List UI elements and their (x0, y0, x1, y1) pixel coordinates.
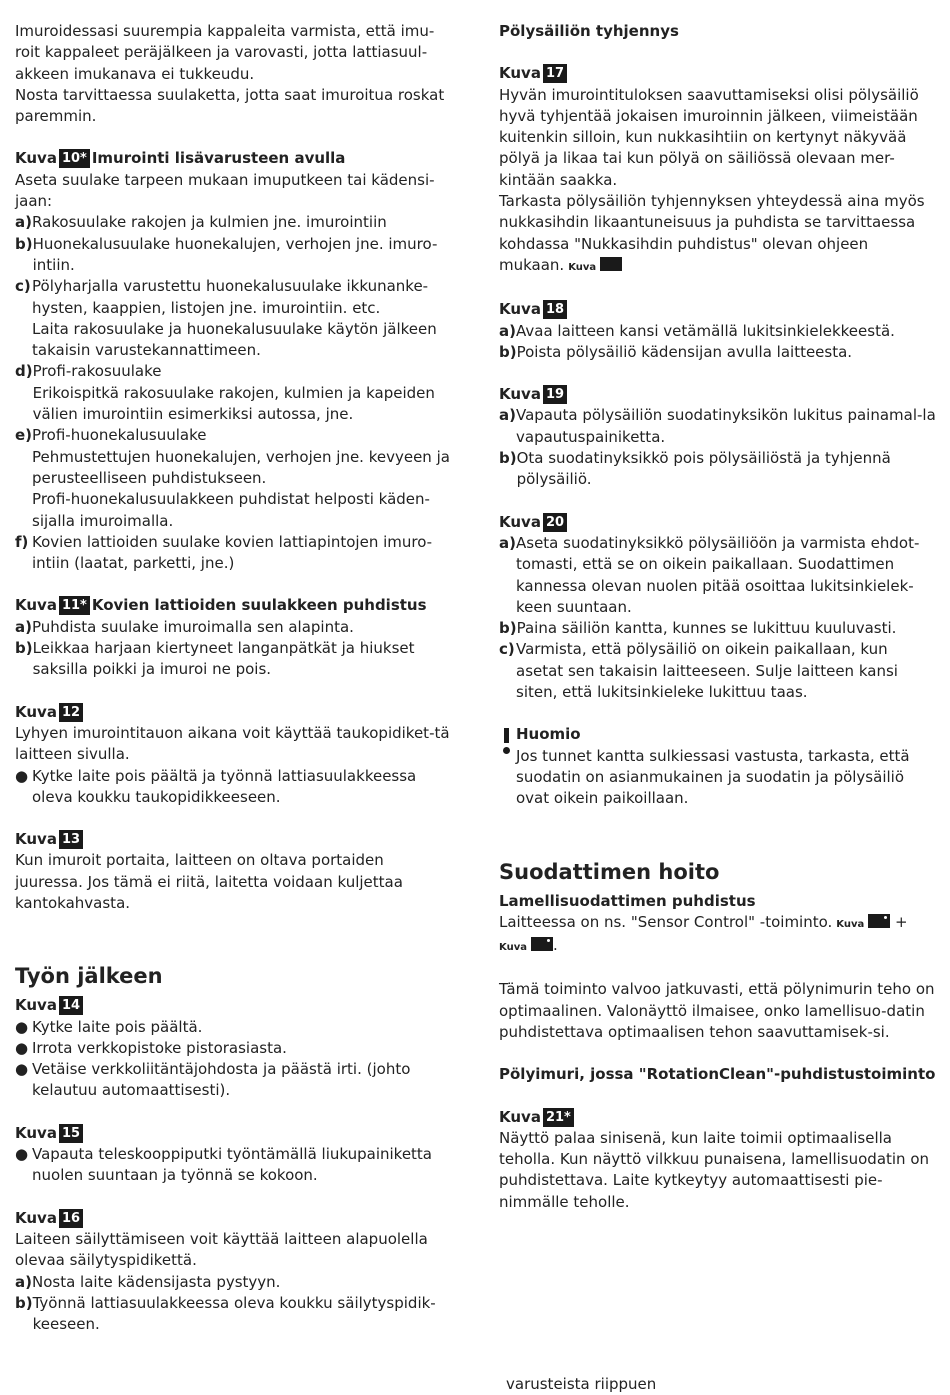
section-kuva-15 (15, 1123, 455, 1187)
list-marker: ● (15, 1038, 29, 1057)
list-marker: c) (15, 277, 31, 296)
figure-heading: Kuva 15 (15, 1123, 455, 1144)
list-item-text (32, 532, 455, 575)
figure-number-box: 17 (543, 64, 567, 83)
list-item-line: Avaa laitteen kansi vetämällä lukitsinkielekkeestä. (516, 321, 895, 340)
section-kuva-12 (15, 702, 455, 808)
list-item (499, 533, 939, 618)
paragraph: Kun imuroit portaita, laitteen on oltava portaiden juuressa. Jos tämä ei riitä, laitetta voidaan kuljettaa kantokahvasta. (15, 851, 403, 912)
list-item-line: Profi-huonekalusuulakkeen puhdistat helposti käden-sijalla imuroimalla. (32, 490, 430, 530)
bullet-item (15, 1017, 455, 1038)
list-marker: a) (15, 213, 32, 232)
list-item-text (32, 1059, 455, 1102)
figure-ref-label: Kuva (568, 261, 597, 273)
figure-number-box: 15 (59, 1124, 83, 1143)
bullet-item (15, 1038, 455, 1059)
bullet-list (15, 766, 455, 809)
list-marker: b) (15, 234, 33, 253)
section-kuva-18 (499, 299, 939, 363)
list-item-line: Erikoispitkä rakosuulake rakojen, kulmien ja kapeiden välien imurointiin esimerkiksi autossa, jne. (32, 383, 435, 424)
figure-number-box: 14 (59, 996, 83, 1015)
paragraph: Tarkasta pölysäiliön tyhjennyksen yhteydessä aina myös nukkasihdin likaantuneisuus ja puhdista se tarvittaessa kohdassa "Nukkasihdin puhdistus" olevan ohjeen mukaan. Kuva (499, 192, 925, 274)
paragraph: Laiteen säilyttämiseen voit käyttää laitteen alapuolella olevaa säilytyspidikettä. (15, 1229, 428, 1270)
list-item-line: Ota suodatinyksikkö pois pölysäiliöstä ja tyhjennä pölysäiliö. (516, 449, 891, 489)
paragraph: Aseta suulake tarpeen mukaan imuputkeen tai kädensi-jaan: (15, 170, 435, 211)
figure-ref-label: Kuva (836, 918, 865, 930)
list-item-text (517, 618, 939, 639)
section-title-filter-care: Suodattimen hoito (499, 859, 720, 884)
figure-heading: Kuva 13 (15, 829, 455, 850)
step-list (15, 212, 455, 574)
list-item-line: Varmista, että pölysäiliö on oikein paikallaan, kun asetat sen takaisin laitteeseen. Sulje laitteen kansi siten, että lukitsinkieleke lukittuu taas. (516, 640, 898, 702)
section-kuva-21 (499, 1107, 939, 1213)
section-kuva-13 (15, 829, 455, 914)
figure-title: Imurointi lisävarusteen avulla (91, 149, 346, 168)
list-item-line: Laita rakosuulake ja huonekalusuulake käytön jälkeen takaisin varustekannattimeen. (32, 319, 437, 360)
list-item-text (32, 212, 455, 233)
figure-ref-box (868, 914, 890, 928)
right-column (499, 21, 939, 1213)
figure-heading: Kuva 19 (499, 384, 939, 405)
figure-number-box: 21* (543, 1108, 574, 1127)
list-item (499, 639, 939, 703)
paragraph: Hyvän imurointituloksen saavuttamiseksi olisi pölysäiliö hyvä tyhjentää jokaisen imuroinnin jälkeen, viimeistään kuitenkin silloin, kun nukkasihtiin on kertynyt näkyvää pölyä ja likaa tai kun pölyä on säiliössä olevaan mer-kintään saakka. (499, 85, 919, 189)
list-item-text (516, 321, 939, 342)
list-item-line: Pehmustettujen huonekalujen, verhojen jne. kevyeen ja perusteelliseen puhdistukseen. (32, 447, 450, 487)
list-item (499, 448, 939, 491)
list-item (15, 1272, 455, 1293)
figure-title: Kovien lattioiden suulakkeen puhdistus (91, 596, 427, 615)
list-item-text (32, 1272, 455, 1293)
list-item (15, 638, 455, 681)
list-item-line: Vapauta teleskooppiputki työntämällä liukupainiketta nuolen suuntaan ja työnnä se kokoon. (32, 1145, 432, 1185)
list-item-text (32, 1144, 455, 1187)
figure-number-box: 19 (543, 385, 567, 404)
figure-number-box: 18 (543, 300, 567, 319)
list-item-line: Puhdista suulake imuroimalla sen alapinta. (32, 617, 354, 636)
figure-heading: Kuva 18 (499, 299, 939, 320)
paragraph: Tämä toiminto valvoo jatkuvasti, että pölynimurin teho on optimaalinen. Valonäyttö ilmaisee, onko lamellisuo-datin puhdistettava optimaalisen tehon saavuttamisek-si. (499, 980, 935, 1041)
warning-note (499, 724, 939, 809)
warning-text: Jos tunnet kantta sulkiessasi vastusta, tarkasta, että suodatin on asianmukainen ja suodatin ja pölysäiliö ovat oikein paikoillaan. (516, 746, 910, 808)
left-column (15, 21, 455, 1335)
subheading-lamella-cleaning: Lamellisuodattimen puhdistus (499, 891, 756, 910)
list-item (499, 342, 939, 363)
figure-number-box: 10* (59, 149, 90, 168)
list-item-text (516, 405, 939, 448)
list-item-text (516, 639, 939, 703)
bullet-item (15, 1144, 455, 1187)
section-kuva-17 (499, 63, 939, 278)
subheading-rotation-clean: Pölyimuri, jossa "RotationClean"-puhdistustoiminto (499, 1065, 936, 1084)
list-marker: a) (499, 321, 516, 340)
figure-number-box: 12 (59, 703, 83, 722)
figure-heading: Kuva 14 (15, 995, 455, 1016)
list-item-line: Rakosuulake rakojen ja kulmien jne. imurointiin (32, 213, 387, 232)
list-item-text (33, 361, 455, 425)
figure-heading: Kuva 17 (499, 63, 939, 84)
step-list (499, 533, 939, 703)
list-marker: f) (15, 532, 29, 551)
paragraph: Lyhyen imurointitauon aikana voit käyttää taukopidiket-tä laitteen sivulla. (15, 723, 450, 764)
figure-heading: Kuva 20 (499, 512, 939, 533)
list-marker: d) (15, 362, 33, 381)
step-list (15, 1272, 455, 1336)
figure-heading: Kuva 11* Kovien lattioiden suulakkeen puhdistus (15, 596, 427, 615)
figure-ref-label: Kuva (499, 942, 527, 954)
list-item-line: Työnnä lattiasuulakkeessa oleva koukku säilytyspidik-keeseen. (32, 1293, 436, 1334)
section-kuva-19 (499, 384, 939, 490)
step-list (499, 405, 939, 490)
list-item-line: Vetäise verkkoliitäntäjohdosta ja päästä irti. (johto kelautuu automaattisesti). (32, 1060, 411, 1100)
paragraph: Laitteessa on ns. "Sensor Control" -toiminto. Kuva + Kuva . (499, 912, 908, 955)
figure-heading: Kuva 12 (15, 702, 455, 723)
list-item-line: Poista pölysäiliö kädensijan avulla laitteesta. (516, 342, 853, 361)
list-item (499, 618, 939, 639)
list-item-text (32, 617, 455, 638)
list-marker: b) (499, 342, 517, 361)
list-marker: e) (15, 426, 33, 445)
list-marker: b) (15, 639, 33, 658)
section-kuva-20 (499, 512, 939, 704)
list-item (15, 617, 455, 638)
figure-number-box: 11* (59, 596, 90, 615)
intro-paragraph-2: Nosta tarvittaessa suulaketta, jotta saat imuroitua roskat paremmin. (15, 85, 445, 126)
figure-number-box: 13 (59, 830, 83, 849)
subheading-dust-container: Pölysäiliön tyhjennys (499, 22, 679, 40)
bullet-list (15, 1017, 455, 1102)
list-item-text (32, 276, 455, 361)
list-marker: b) (499, 619, 517, 638)
list-item (15, 425, 455, 531)
list-item-text (32, 766, 455, 809)
list-item-line: Vapauta pölysäiliön suodatinyksikön lukitus painamal-la vapautuspainiketta. (516, 406, 936, 446)
list-item (499, 405, 939, 448)
list-marker: a) (499, 406, 516, 425)
figure-number-box: 20 (543, 513, 567, 532)
section-kuva-14 (15, 995, 455, 1101)
list-item-text (33, 638, 455, 681)
step-list (499, 321, 939, 364)
list-item-text (516, 533, 939, 618)
bullet-item (15, 766, 455, 809)
list-item-line: Paina säiliön kantta, kunnes se lukittuu kuuluvasti. (516, 619, 897, 638)
list-item (15, 361, 455, 425)
footer-note: varusteista riippuen (506, 1375, 657, 1393)
intro-paragraph-1: Imuroidessasi suurempia kappaleita varmista, että imu-roit kappaleet peräjälkeen ja varovasti, jotta lattiasuul-akkeen imukanava ei tukkeudu. (15, 22, 435, 83)
list-marker: ● (15, 1145, 29, 1164)
list-marker: a) (499, 533, 516, 552)
list-item-line: Kytke laite pois päältä ja työnnä lattiasuulakkeessa oleva koukku taukopidikkeeseen. (32, 766, 417, 806)
list-item (499, 321, 939, 342)
figure-heading: Kuva 21* (499, 1107, 939, 1128)
list-marker: ● (15, 766, 29, 785)
bullet-list (15, 1144, 455, 1187)
list-marker: ● (15, 1017, 29, 1036)
list-marker: a) (15, 1272, 32, 1291)
paragraph: Näyttö palaa sinisenä, kun laite toimii optimaalisella teholla. Kun näyttö vilkkuu punaisena, lamellisuodatin on puhdistettava. Laite kytkeytyy automaattisesti pie-nimmälle teholle. (499, 1128, 930, 1211)
section-kuva-10 (15, 148, 455, 574)
bullet-item (15, 1059, 455, 1102)
list-item-line: Nosta laite kädensijasta pystyyn. (32, 1272, 281, 1291)
list-marker: b) (15, 1293, 33, 1312)
list-item-line: Leikkaa harjaan kiertyneet langanpätkät ja hiukset saksilla poikki ja imuroi ne pois. (32, 639, 415, 679)
list-item-line: Kovien lattioiden suulake kovien lattiapintojen imuro-intiin (laatat, parketti, jne.) (32, 532, 433, 573)
list-item-line: Profi-huonekalusuulake (32, 426, 207, 445)
list-item-line: Irrota verkkopistoke pistorasiasta. (32, 1038, 287, 1057)
figure-heading: Kuva 10* Imurointi lisävarusteen avulla (15, 149, 346, 168)
list-item-text (33, 234, 455, 277)
figure-ref-box (600, 257, 622, 271)
section-title-after-work: Työn jälkeen (15, 964, 163, 989)
section-kuva-16 (15, 1208, 455, 1336)
list-item-line: Aseta suodatinyksikkö pölysäiliöön ja varmista ehdot-tomasti, että se on oikein paikallaan. Suodattimen kannessa olevan nuolen pitää osoittaa lukitsinkielek-keen suuntaan. (516, 533, 920, 616)
list-item-text (32, 425, 455, 531)
figure-heading: Kuva 16 (15, 1208, 455, 1229)
list-item-line: Profi-rakosuulake (32, 362, 162, 381)
list-item-text (32, 1038, 455, 1059)
list-item-text (517, 448, 939, 491)
figure-number-box: 16 (59, 1209, 83, 1228)
section-kuva-11 (15, 595, 455, 680)
list-item-line: Kytke laite pois päältä. (32, 1017, 203, 1036)
list-item-text (517, 342, 939, 363)
step-list (15, 617, 455, 681)
warning-title: Huomio (516, 725, 581, 744)
list-item (15, 234, 455, 277)
list-marker: b) (499, 449, 517, 468)
exclamation-icon (499, 724, 516, 809)
figure-ref-box (531, 937, 553, 951)
list-item-line: Huonekalusuulake huonekalujen, verhojen jne. imuro-intiin. (32, 234, 438, 274)
list-marker: a) (15, 617, 32, 636)
list-item-text (33, 1293, 455, 1336)
list-marker: ● (15, 1060, 29, 1079)
list-item (15, 532, 455, 575)
section-lamella-filter (499, 891, 939, 1044)
list-item (15, 212, 455, 233)
list-item-line: Pölyharjalla varustettu huonekalusuulake ikkunanke-hysten, kaappien, listojen jne. imurointiin. etc. (32, 277, 429, 317)
list-item (15, 1293, 455, 1336)
list-item-text (32, 1017, 455, 1038)
list-marker: c) (499, 640, 515, 659)
list-item (15, 276, 455, 361)
